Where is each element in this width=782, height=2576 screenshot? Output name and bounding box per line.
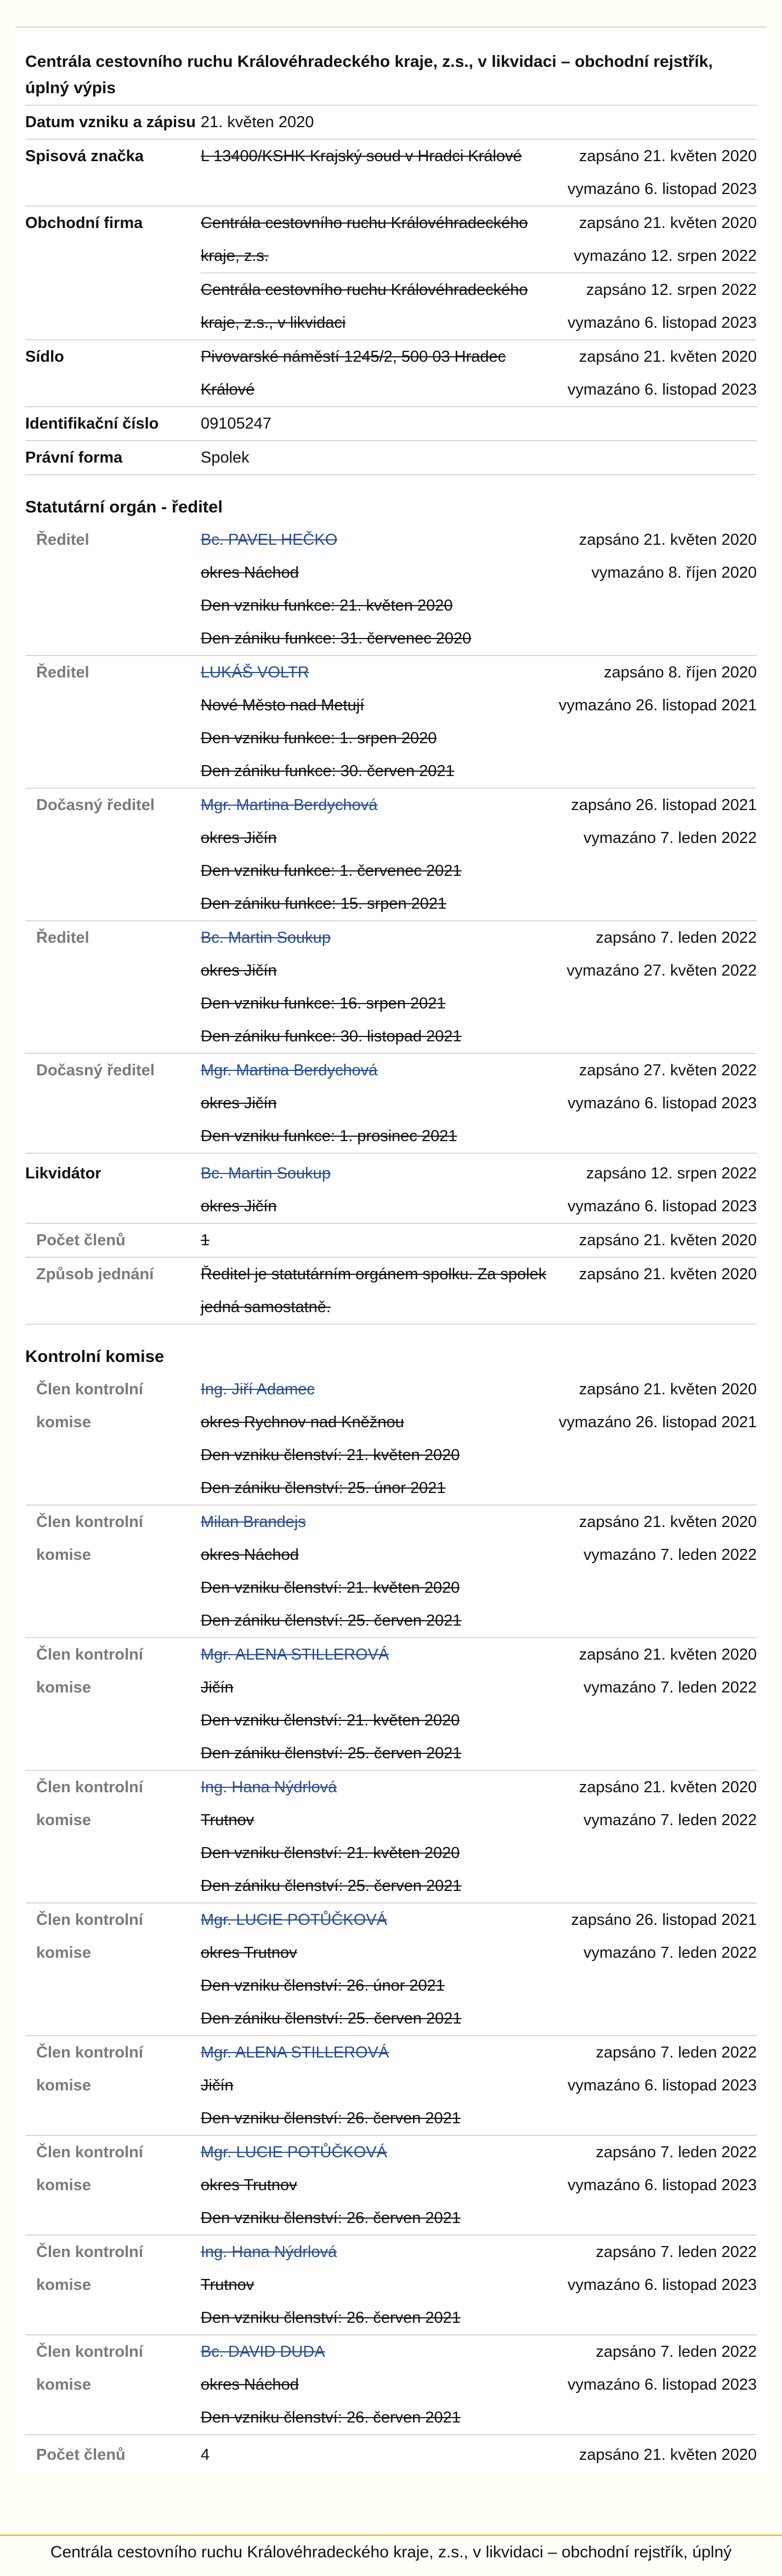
member-membership-start: Den vzniku členství: 21. květen 2020 xyxy=(201,1711,460,1729)
member-place: okres Rychnov nad Kněžnou xyxy=(201,1413,404,1431)
member-place: okres Náchod xyxy=(201,2375,299,2393)
member-place: okres Trutnov xyxy=(201,2176,297,2194)
control-member xyxy=(25,2135,757,2235)
row-seat xyxy=(25,339,757,406)
recorded-date: zapsáno 7. leden 2022 xyxy=(596,2343,757,2361)
row-file-no xyxy=(25,139,757,206)
deleted-date: vymazáno 7. leden 2022 xyxy=(583,1944,757,1962)
register-extract xyxy=(15,26,767,2471)
member-name[interactable]: Mgr. ALENA STILLEROVÁ xyxy=(201,2043,389,2061)
recorded-date: zapsáno 21. květen 2020 xyxy=(579,1231,757,1249)
recorded-date: zapsáno 21. květen 2020 xyxy=(579,1513,757,1531)
liquidator-place: okres Jičín xyxy=(201,1197,277,1215)
label-acting: Způsob jednání xyxy=(36,1266,154,1283)
deleted-date: vymazáno 6. listopad 2023 xyxy=(568,2076,757,2094)
label-firm: Obchodní firma xyxy=(25,214,143,232)
member-role: Dočasný ředitel xyxy=(36,796,155,814)
section-control-heading: Kontrolní komise xyxy=(25,1324,757,1373)
deleted-date: vymazáno 7. leden 2022 xyxy=(583,829,757,847)
control-member xyxy=(25,1373,757,1504)
deleted-date: vymazáno 7. leden 2022 xyxy=(583,1678,757,1696)
member-place: okres Jičín xyxy=(201,1094,277,1112)
member-role: Člen kontrolní komise xyxy=(36,1646,143,1696)
label-members-count: Počet členů xyxy=(36,1232,126,1249)
member-function-start: Den vzniku funkce: 1. červenec 2021 xyxy=(201,862,462,880)
recorded-date: zapsáno 21. květen 2020 xyxy=(579,347,757,366)
deleted-date: vymazáno 26. listopad 2021 xyxy=(558,1413,757,1431)
recorded-date: zapsáno 8. říjen 2020 xyxy=(604,663,757,681)
control-member xyxy=(25,1902,757,2035)
member-membership-start: Den vzniku členství: 26. červen 2021 xyxy=(201,2408,461,2426)
member-place: Jičín xyxy=(201,1678,234,1696)
row-liquidator xyxy=(25,1153,757,1223)
deleted-date: vymazáno 6. listopad 2023 xyxy=(568,1094,757,1112)
member-name[interactable]: Bc. DAVID DUDA xyxy=(201,2343,325,2361)
member-role: Člen kontrolní komise xyxy=(36,1779,143,1829)
member-membership-start: Den vzniku členství: 26. únor 2021 xyxy=(201,1976,445,1994)
deleted-date: vymazáno 6. listopad 2023 xyxy=(568,380,757,398)
value-control-count: 4 xyxy=(201,2446,210,2464)
member-membership-start: Den vzniku členství: 21. květen 2020 xyxy=(201,1578,460,1597)
statutory-member xyxy=(25,1053,757,1153)
member-role: Člen kontrolní komise xyxy=(36,1381,143,1431)
member-role: Člen kontrolní komise xyxy=(36,2343,143,2393)
member-place: okres Náchod xyxy=(201,1546,299,1564)
value-firm-2b: kraje, z.s., v likvidaci xyxy=(201,314,346,332)
deleted-date: vymazáno 12. srpen 2022 xyxy=(574,247,757,265)
control-member xyxy=(25,2235,757,2334)
member-membership-start: Den vzniku členství: 26. červen 2021 xyxy=(201,2209,461,2227)
member-place: okres Jičín xyxy=(201,829,277,847)
label-file-no: Spisová značka xyxy=(25,147,144,165)
row-firm-1 xyxy=(25,206,757,272)
label-legal-form: Právní forma xyxy=(25,449,123,466)
recorded-date: zapsáno 26. listopad 2021 xyxy=(571,796,757,814)
page-footer: Centrála cestovního ruchu Královéhradeckého kraje, z.s., v likvidaci – obchodní rejstřík, úplný xyxy=(0,2534,782,2576)
member-role: Člen kontrolní komise xyxy=(36,1513,143,1564)
recorded-date: zapsáno 21. květen 2020 xyxy=(579,1380,757,1398)
deleted-date: vymazáno 6. listopad 2023 xyxy=(568,2276,757,2294)
member-role: Člen kontrolní komise xyxy=(36,1911,143,1962)
row-id xyxy=(25,406,757,440)
member-name[interactable]: Bc. Martin Soukup xyxy=(201,928,331,947)
member-place: okres Trutnov xyxy=(201,1944,297,1962)
member-place: okres Náchod xyxy=(201,563,299,582)
member-membership-start: Den vzniku členství: 26. červen 2021 xyxy=(201,2309,461,2327)
recorded-date: zapsáno 21. květen 2020 xyxy=(579,1778,757,1796)
member-name[interactable]: Mgr. Martina Berdychová xyxy=(201,796,378,814)
member-name[interactable]: Ing. Hana Nýdrlová xyxy=(201,1778,337,1796)
member-membership-end: Den zániku členství: 25. červen 2021 xyxy=(201,1611,462,1629)
member-role: Ředitel xyxy=(36,664,89,681)
value-seat-b: Králové xyxy=(201,380,255,398)
recorded-date: zapsáno 7. leden 2022 xyxy=(596,2243,757,2261)
recorded-date: zapsáno 27. květen 2022 xyxy=(579,1061,757,1079)
recorded-date: zapsáno 12. srpen 2022 xyxy=(586,281,757,299)
label-control-count: Počet členů xyxy=(36,2446,126,2464)
statutory-member xyxy=(25,655,757,788)
value-id: 09105247 xyxy=(201,414,272,432)
section-statutory-heading: Statutární orgán - ředitel xyxy=(25,474,757,523)
member-name[interactable]: Milan Brandejs xyxy=(201,1513,306,1531)
member-place: Nové Město nad Metují xyxy=(201,696,365,714)
member-name[interactable]: Bc. PAVEL HEČKO xyxy=(201,531,338,549)
member-function-start: Den vzniku funkce: 16. srpen 2021 xyxy=(201,994,446,1012)
member-membership-start: Den vzniku členství: 21. květen 2020 xyxy=(201,1446,460,1464)
member-role: Člen kontrolní komise xyxy=(36,2243,143,2294)
row-control-count xyxy=(25,2434,757,2471)
deleted-date: vymazáno 6. listopad 2023 xyxy=(568,2375,757,2393)
member-role: Ředitel xyxy=(36,531,89,549)
recorded-date: zapsáno 21. květen 2020 xyxy=(579,1645,757,1663)
deleted-date: vymazáno 27. květen 2022 xyxy=(566,961,757,979)
member-membership-start: Den vzniku členství: 26. červen 2021 xyxy=(201,2109,461,2127)
member-name[interactable]: Mgr. Martina Berdychová xyxy=(201,1061,378,1079)
value-file-no: L 13400/KSHK Krajský soud v Hradci Králové xyxy=(201,147,522,165)
member-membership-start: Den vzniku členství: 21. květen 2020 xyxy=(201,1844,460,1862)
member-function-end: Den zániku funkce: 30. listopad 2021 xyxy=(201,1027,462,1045)
recorded-date: zapsáno 21. květen 2020 xyxy=(579,147,757,165)
value-acting-b: jedná samostatně. xyxy=(201,1298,331,1316)
control-member xyxy=(25,2035,757,2135)
member-membership-end: Den zániku členství: 25. červen 2021 xyxy=(201,2009,462,2027)
value-firm-1b: kraje, z.s. xyxy=(201,247,269,265)
row-firm-2 xyxy=(201,272,757,339)
label-liquidator: Likvidátor xyxy=(25,1165,101,1182)
member-function-end: Den zániku funkce: 30. červen 2021 xyxy=(201,762,455,780)
label-seat: Sídlo xyxy=(25,348,64,366)
deleted-date: vymazáno 6. listopad 2023 xyxy=(568,1197,757,1215)
member-function-start: Den vzniku funkce: 1. srpen 2020 xyxy=(201,729,437,747)
member-place: Jičín xyxy=(201,2076,234,2094)
recorded-date: zapsáno 21. květen 2020 xyxy=(579,531,757,549)
row-legal-form xyxy=(25,440,757,474)
value-firm-1a: Centrála cestovního ruchu Královéhradeckého xyxy=(201,214,528,232)
member-name[interactable]: Ing. Hana Nýdrlová xyxy=(201,2243,337,2261)
member-membership-end: Den zániku členství: 25. červen 2021 xyxy=(201,1744,462,1762)
member-role: Člen kontrolní komise xyxy=(36,2044,143,2094)
member-place: Trutnov xyxy=(201,2276,254,2294)
recorded-date: zapsáno 21. květen 2020 xyxy=(579,2446,757,2464)
recorded-date: zapsáno 7. leden 2022 xyxy=(596,2043,757,2061)
deleted-date: vymazáno 8. říjen 2020 xyxy=(591,563,757,582)
member-place: okres Jičín xyxy=(201,961,277,979)
member-role: Člen kontrolní komise xyxy=(36,2144,143,2194)
control-member xyxy=(25,1504,757,1637)
liquidator-name[interactable]: Bc. Martin Soukup xyxy=(201,1164,331,1182)
member-function-end: Den zániku funkce: 31. červenec 2020 xyxy=(201,629,472,647)
control-list xyxy=(25,1373,757,2434)
recorded-date: zapsáno 7. leden 2022 xyxy=(596,928,757,947)
statutory-list xyxy=(25,523,757,1153)
member-name[interactable]: Mgr. LUCIE POTŮČKOVÁ xyxy=(201,1911,388,1929)
value-founding: 21. květen 2020 xyxy=(201,113,314,131)
member-name[interactable]: Ing. Jiří Adamec xyxy=(201,1380,315,1398)
deleted-date: vymazáno 7. leden 2022 xyxy=(583,1811,757,1829)
recorded-date: zapsáno 7. leden 2022 xyxy=(596,2143,757,2161)
member-membership-end: Den zániku členství: 25. červen 2021 xyxy=(201,1877,462,1895)
statutory-member xyxy=(25,523,757,655)
member-name[interactable]: LUKÁŠ VOLTR xyxy=(201,663,309,681)
deleted-date: vymazáno 6. listopad 2023 xyxy=(568,2176,757,2194)
recorded-date: zapsáno 21. květen 2020 xyxy=(579,1265,757,1283)
member-name[interactable]: Mgr. LUCIE POTŮČKOVÁ xyxy=(201,2143,388,2161)
recorded-date: zapsáno 26. listopad 2021 xyxy=(571,1911,757,1929)
label-id: Identifikační číslo xyxy=(25,415,159,432)
row-founding xyxy=(25,105,757,139)
page-title: Centrála cestovního ruchu Královéhradeckého kraje, z.s., v likvidaci – obchodní rejstřík, úplný výpis xyxy=(25,53,713,97)
recorded-date: zapsáno 21. květen 2020 xyxy=(579,214,757,232)
value-acting-a: Ředitel je statutárním orgánem spolku. Za spolek xyxy=(201,1265,547,1283)
member-function-start: Den vzniku funkce: 21. květen 2020 xyxy=(201,596,453,614)
deleted-date: vymazáno 7. leden 2022 xyxy=(583,1546,757,1564)
row-members-count xyxy=(25,1223,757,1257)
label-founding: Datum vzniku a zápisu xyxy=(25,113,196,131)
control-member xyxy=(25,1637,757,1770)
value-legal-form: Spolek xyxy=(201,448,250,466)
statutory-member xyxy=(25,920,757,1053)
statutory-member xyxy=(25,788,757,920)
deleted-date: vymazáno 26. listopad 2021 xyxy=(558,696,757,714)
recorded-date: zapsáno 12. srpen 2022 xyxy=(586,1164,757,1182)
member-role: Dočasný ředitel xyxy=(36,1062,155,1079)
control-member xyxy=(25,1770,757,1902)
value-firm-2a: Centrála cestovního ruchu Královéhradeckého xyxy=(201,281,528,299)
member-name[interactable]: Mgr. ALENA STILLEROVÁ xyxy=(201,1645,389,1663)
member-function-end: Den zániku funkce: 15. srpen 2021 xyxy=(201,894,447,913)
deleted-date: vymazáno 6. listopad 2023 xyxy=(568,314,757,332)
row-acting xyxy=(25,1257,757,1324)
member-role: Ředitel xyxy=(36,929,89,947)
member-function-start: Den vzniku funkce: 1. prosinec 2021 xyxy=(201,1127,457,1145)
value-seat-a: Pivovarské náměstí 1245/2, 500 03 Hradec xyxy=(201,347,506,366)
value-members-count: 1 xyxy=(201,1231,210,1249)
member-membership-end: Den zániku členství: 25. únor 2021 xyxy=(201,1479,446,1497)
deleted-date: vymazáno 6. listopad 2023 xyxy=(568,180,757,198)
control-member xyxy=(25,2334,757,2434)
member-place: Trutnov xyxy=(201,1811,254,1829)
